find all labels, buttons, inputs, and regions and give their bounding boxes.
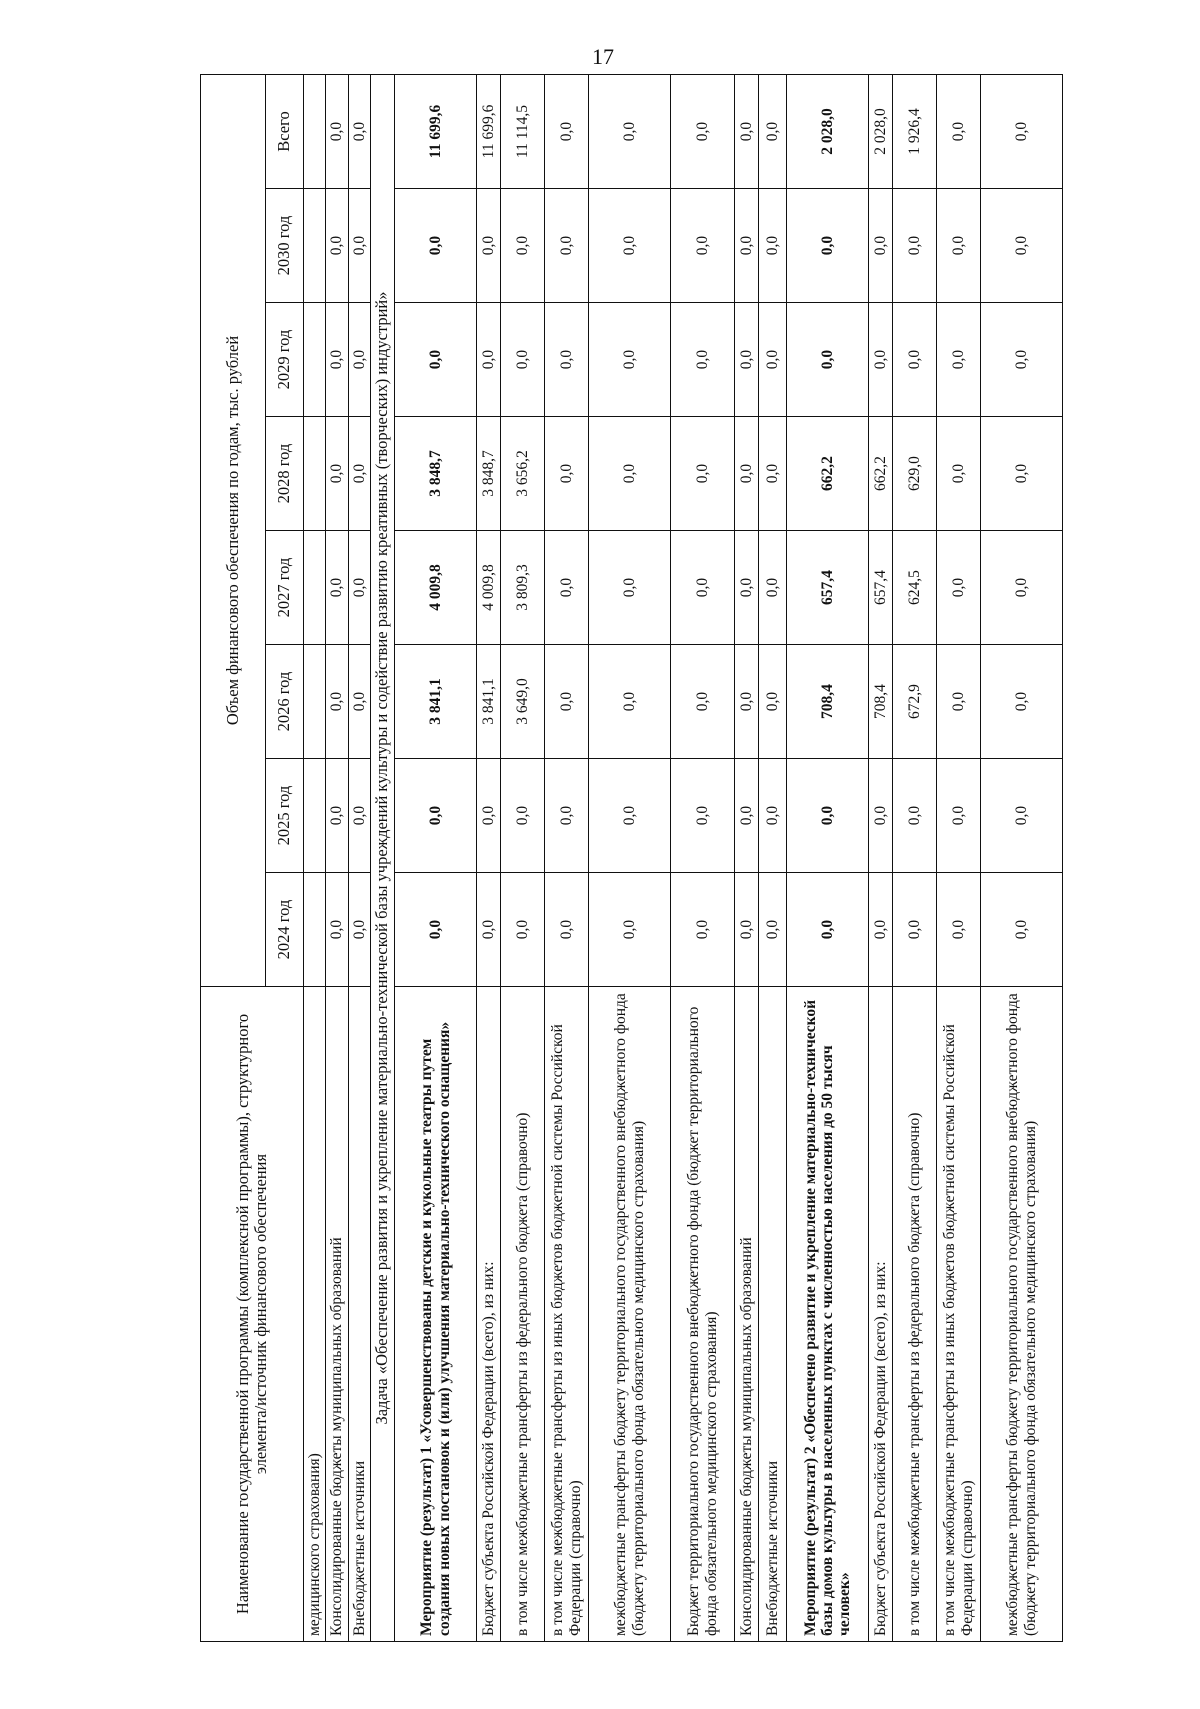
total-cell: 0,0 xyxy=(545,75,589,189)
year-value-cell: 0,0 xyxy=(981,189,1063,303)
year-value-cell: 0,0 xyxy=(501,189,545,303)
year-value-cell xyxy=(304,303,326,417)
year-value-cell: 0,0 xyxy=(735,645,759,759)
row-label: Бюджет территориального государственного внебюджетного фонда (бюджет территориального фонда обязательного медицинского страхования) xyxy=(671,987,735,1642)
year-header: 2029 год xyxy=(266,303,304,417)
source-row xyxy=(981,75,1063,1642)
year-value-cell: 0,0 xyxy=(326,645,348,759)
year-value-cell: 0,0 xyxy=(477,759,501,873)
year-value-cell: 0,0 xyxy=(937,759,981,873)
total-cell: 1 926,4 xyxy=(893,75,937,189)
year-value-cell xyxy=(304,417,326,531)
year-value-cell: 0,0 xyxy=(326,531,348,645)
year-value-cell: 0,0 xyxy=(759,189,787,303)
row-label: в том числе межбюджетные трансферты из федерального бюджета (справочно) xyxy=(893,987,937,1642)
year-value-cell: 0,0 xyxy=(589,189,671,303)
year-value-cell: 0,0 xyxy=(787,873,869,987)
row-label: медицинского страхования) xyxy=(304,987,326,1642)
year-value-cell: 0,0 xyxy=(735,189,759,303)
row-label: межбюджетные трансферты бюджету территориального государственного внебюджетного фонда (бюджету территориального фонда обязательного медицинского страхования) xyxy=(981,987,1063,1642)
rotated-table-container xyxy=(200,74,1085,1642)
year-value-cell: 662,2 xyxy=(869,417,893,531)
year-header: 2024 год xyxy=(266,873,304,987)
year-value-cell: 0,0 xyxy=(869,303,893,417)
year-value-cell: 0,0 xyxy=(869,873,893,987)
total-cell: 11 699,6 xyxy=(395,75,477,189)
year-value-cell: 0,0 xyxy=(981,531,1063,645)
source-row xyxy=(735,75,759,1642)
source-row xyxy=(348,75,370,1642)
year-value-cell: 3 841,1 xyxy=(477,645,501,759)
year-value-cell xyxy=(304,645,326,759)
year-value-cell: 0,0 xyxy=(326,417,348,531)
year-value-cell: 0,0 xyxy=(671,759,735,873)
year-value-cell: 0,0 xyxy=(348,417,370,531)
year-value-cell: 0,0 xyxy=(671,645,735,759)
year-value-cell: 0,0 xyxy=(348,873,370,987)
source-row xyxy=(545,75,589,1642)
year-value-cell: 0,0 xyxy=(348,189,370,303)
year-value-cell: 0,0 xyxy=(937,417,981,531)
year-value-cell: 708,4 xyxy=(787,645,869,759)
total-cell: 2 028,0 xyxy=(787,75,869,189)
volume-header: Объем финансового обеспечения по годам, тыс. рублей xyxy=(201,75,266,987)
year-value-cell: 0,0 xyxy=(981,873,1063,987)
year-value-cell: 0,0 xyxy=(735,759,759,873)
total-cell: 0,0 xyxy=(326,75,348,189)
year-value-cell: 0,0 xyxy=(501,873,545,987)
year-value-cell: 3 809,3 xyxy=(501,531,545,645)
year-value-cell: 657,4 xyxy=(787,531,869,645)
year-value-cell: 0,0 xyxy=(671,189,735,303)
task-title: Задача «Обеспечение развития и укрепление материально-технической базы учреждений культуры и содействие развитию креативных (творческих) индустрий» xyxy=(371,75,395,1642)
total-cell: 0,0 xyxy=(759,75,787,189)
year-value-cell xyxy=(304,759,326,873)
year-value-cell: 0,0 xyxy=(759,873,787,987)
year-value-cell: 0,0 xyxy=(893,759,937,873)
total-cell: 2 028,0 xyxy=(869,75,893,189)
year-value-cell: 672,9 xyxy=(893,645,937,759)
total-cell: 0,0 xyxy=(981,75,1063,189)
year-value-cell: 0,0 xyxy=(545,189,589,303)
year-value-cell: 0,0 xyxy=(671,531,735,645)
year-value-cell: 0,0 xyxy=(348,759,370,873)
row-label: в том числе межбюджетные трансферты из иных бюджетов бюджетной системы Российской Федерации (справочно) xyxy=(545,987,589,1642)
year-value-cell: 708,4 xyxy=(869,645,893,759)
year-value-cell: 0,0 xyxy=(869,759,893,873)
year-value-cell: 0,0 xyxy=(589,759,671,873)
financing-table xyxy=(200,74,1063,1642)
source-row xyxy=(589,75,671,1642)
year-value-cell: 662,2 xyxy=(787,417,869,531)
year-value-cell: 0,0 xyxy=(348,645,370,759)
year-value-cell: 0,0 xyxy=(787,759,869,873)
year-value-cell: 0,0 xyxy=(735,531,759,645)
year-value-cell: 0,0 xyxy=(589,873,671,987)
year-value-cell: 0,0 xyxy=(787,189,869,303)
year-value-cell: 0,0 xyxy=(937,645,981,759)
source-row xyxy=(869,75,893,1642)
year-value-cell: 0,0 xyxy=(981,759,1063,873)
row-label: в том числе межбюджетные трансферты из федерального бюджета (справочно) xyxy=(501,987,545,1642)
year-value-cell: 0,0 xyxy=(981,417,1063,531)
year-value-cell: 0,0 xyxy=(759,417,787,531)
row-label: Консолидированные бюджеты муниципальных образований xyxy=(735,987,759,1642)
year-header: 2027 год xyxy=(266,531,304,645)
row-label: Мероприятие (результат) 1 «Усовершенствованы детские и кукольные театры путем создания новых постановок и (или) улучшения материально-технического оснащения» xyxy=(395,987,477,1642)
year-value-cell: 0,0 xyxy=(735,303,759,417)
page-number: 17 xyxy=(592,44,614,69)
source-row xyxy=(893,75,937,1642)
year-value-cell: 629,0 xyxy=(893,417,937,531)
year-value-cell xyxy=(304,189,326,303)
year-value-cell: 0,0 xyxy=(671,417,735,531)
source-row xyxy=(326,75,348,1642)
year-value-cell: 0,0 xyxy=(545,303,589,417)
table-body xyxy=(304,75,1063,1642)
table-header xyxy=(201,75,304,1642)
year-value-cell: 0,0 xyxy=(671,303,735,417)
year-value-cell: 0,0 xyxy=(869,189,893,303)
year-value-cell: 3 841,1 xyxy=(395,645,477,759)
total-cell: 0,0 xyxy=(589,75,671,189)
year-value-cell: 0,0 xyxy=(589,645,671,759)
measure-row xyxy=(787,75,869,1642)
row-label: Бюджет субъекта Российской Федерации (всего), из них: xyxy=(477,987,501,1642)
year-value-cell: 0,0 xyxy=(501,303,545,417)
year-value-cell: 0,0 xyxy=(326,189,348,303)
year-value-cell: 0,0 xyxy=(735,417,759,531)
year-value-cell: 0,0 xyxy=(735,873,759,987)
year-value-cell: 0,0 xyxy=(589,417,671,531)
year-value-cell: 0,0 xyxy=(759,303,787,417)
year-header: 2028 год xyxy=(266,417,304,531)
source-row xyxy=(477,75,501,1642)
year-value-cell: 0,0 xyxy=(981,645,1063,759)
year-value-cell: 0,0 xyxy=(981,303,1063,417)
year-header: 2025 год xyxy=(266,759,304,873)
year-value-cell: 3 848,7 xyxy=(395,417,477,531)
year-header: 2026 год xyxy=(266,645,304,759)
source-row xyxy=(304,75,326,1642)
total-cell: 0,0 xyxy=(937,75,981,189)
total-cell xyxy=(304,75,326,189)
year-value-cell: 0,0 xyxy=(937,189,981,303)
year-value-cell: 0,0 xyxy=(893,303,937,417)
year-value-cell: 0,0 xyxy=(348,531,370,645)
total-cell: 0,0 xyxy=(671,75,735,189)
year-value-cell: 0,0 xyxy=(759,645,787,759)
row-label: межбюджетные трансферты бюджету территориального государственного внебюджетного фонда (бюджету территориального фонда обязательного медицинского страхования) xyxy=(589,987,671,1642)
year-value-cell: 0,0 xyxy=(545,417,589,531)
year-value-cell: 0,0 xyxy=(545,531,589,645)
year-value-cell: 0,0 xyxy=(395,189,477,303)
source-row xyxy=(937,75,981,1642)
year-value-cell: 0,0 xyxy=(348,303,370,417)
source-row xyxy=(759,75,787,1642)
total-cell: 0,0 xyxy=(348,75,370,189)
year-value-cell: 0,0 xyxy=(937,873,981,987)
row-label: Мероприятие (результат) 2 «Обеспечено развитие и укрепление материально-технической базы домов культуры в населенных пунктах с численностью населения до 50 тысяч человек» xyxy=(787,987,869,1642)
year-value-cell: 0,0 xyxy=(477,873,501,987)
year-value-cell: 0,0 xyxy=(395,873,477,987)
total-cell: 0,0 xyxy=(735,75,759,189)
year-value-cell: 0,0 xyxy=(501,759,545,873)
year-value-cell: 0,0 xyxy=(545,759,589,873)
task-row xyxy=(371,75,395,1642)
year-value-cell: 0,0 xyxy=(477,189,501,303)
source-row xyxy=(671,75,735,1642)
year-value-cell: 0,0 xyxy=(395,303,477,417)
year-value-cell: 0,0 xyxy=(589,303,671,417)
year-value-cell: 0,0 xyxy=(893,189,937,303)
year-value-cell: 0,0 xyxy=(395,759,477,873)
row-label: Внебюджетные источники xyxy=(759,987,787,1642)
year-value-cell: 657,4 xyxy=(869,531,893,645)
year-value-cell: 0,0 xyxy=(759,759,787,873)
year-value-cell: 0,0 xyxy=(477,303,501,417)
name-column-header: Наименование государственной программы (комплексной программы), структурного элемента/источник финансового обеспечения xyxy=(201,987,304,1642)
year-value-cell xyxy=(304,531,326,645)
year-value-cell: 0,0 xyxy=(787,303,869,417)
measure-row xyxy=(395,75,477,1642)
year-header: 2030 год xyxy=(266,189,304,303)
year-value-cell: 3 649,0 xyxy=(501,645,545,759)
total-header: Всего xyxy=(266,75,304,189)
year-value-cell: 3 848,7 xyxy=(477,417,501,531)
year-value-cell xyxy=(304,873,326,987)
row-label: Внебюджетные источники xyxy=(348,987,370,1642)
year-value-cell: 624,5 xyxy=(893,531,937,645)
year-value-cell: 0,0 xyxy=(326,759,348,873)
year-value-cell: 0,0 xyxy=(671,873,735,987)
row-label: Консолидированные бюджеты муниципальных образований xyxy=(326,987,348,1642)
year-value-cell: 0,0 xyxy=(545,873,589,987)
year-value-cell: 0,0 xyxy=(759,531,787,645)
year-value-cell: 4 009,8 xyxy=(477,531,501,645)
year-value-cell: 0,0 xyxy=(937,531,981,645)
year-value-cell: 0,0 xyxy=(937,303,981,417)
year-value-cell: 0,0 xyxy=(326,303,348,417)
row-label: в том числе межбюджетные трансферты из иных бюджетов бюджетной системы Российской Федерации (справочно) xyxy=(937,987,981,1642)
year-value-cell: 0,0 xyxy=(545,645,589,759)
year-value-cell: 0,0 xyxy=(893,873,937,987)
source-row xyxy=(501,75,545,1642)
year-value-cell: 3 656,2 xyxy=(501,417,545,531)
total-cell: 11 699,6 xyxy=(477,75,501,189)
year-value-cell: 0,0 xyxy=(589,531,671,645)
year-value-cell: 4 009,8 xyxy=(395,531,477,645)
total-cell: 11 114,5 xyxy=(501,75,545,189)
row-label: Бюджет субъекта Российской Федерации (всего), из них: xyxy=(869,987,893,1642)
year-value-cell: 0,0 xyxy=(326,873,348,987)
